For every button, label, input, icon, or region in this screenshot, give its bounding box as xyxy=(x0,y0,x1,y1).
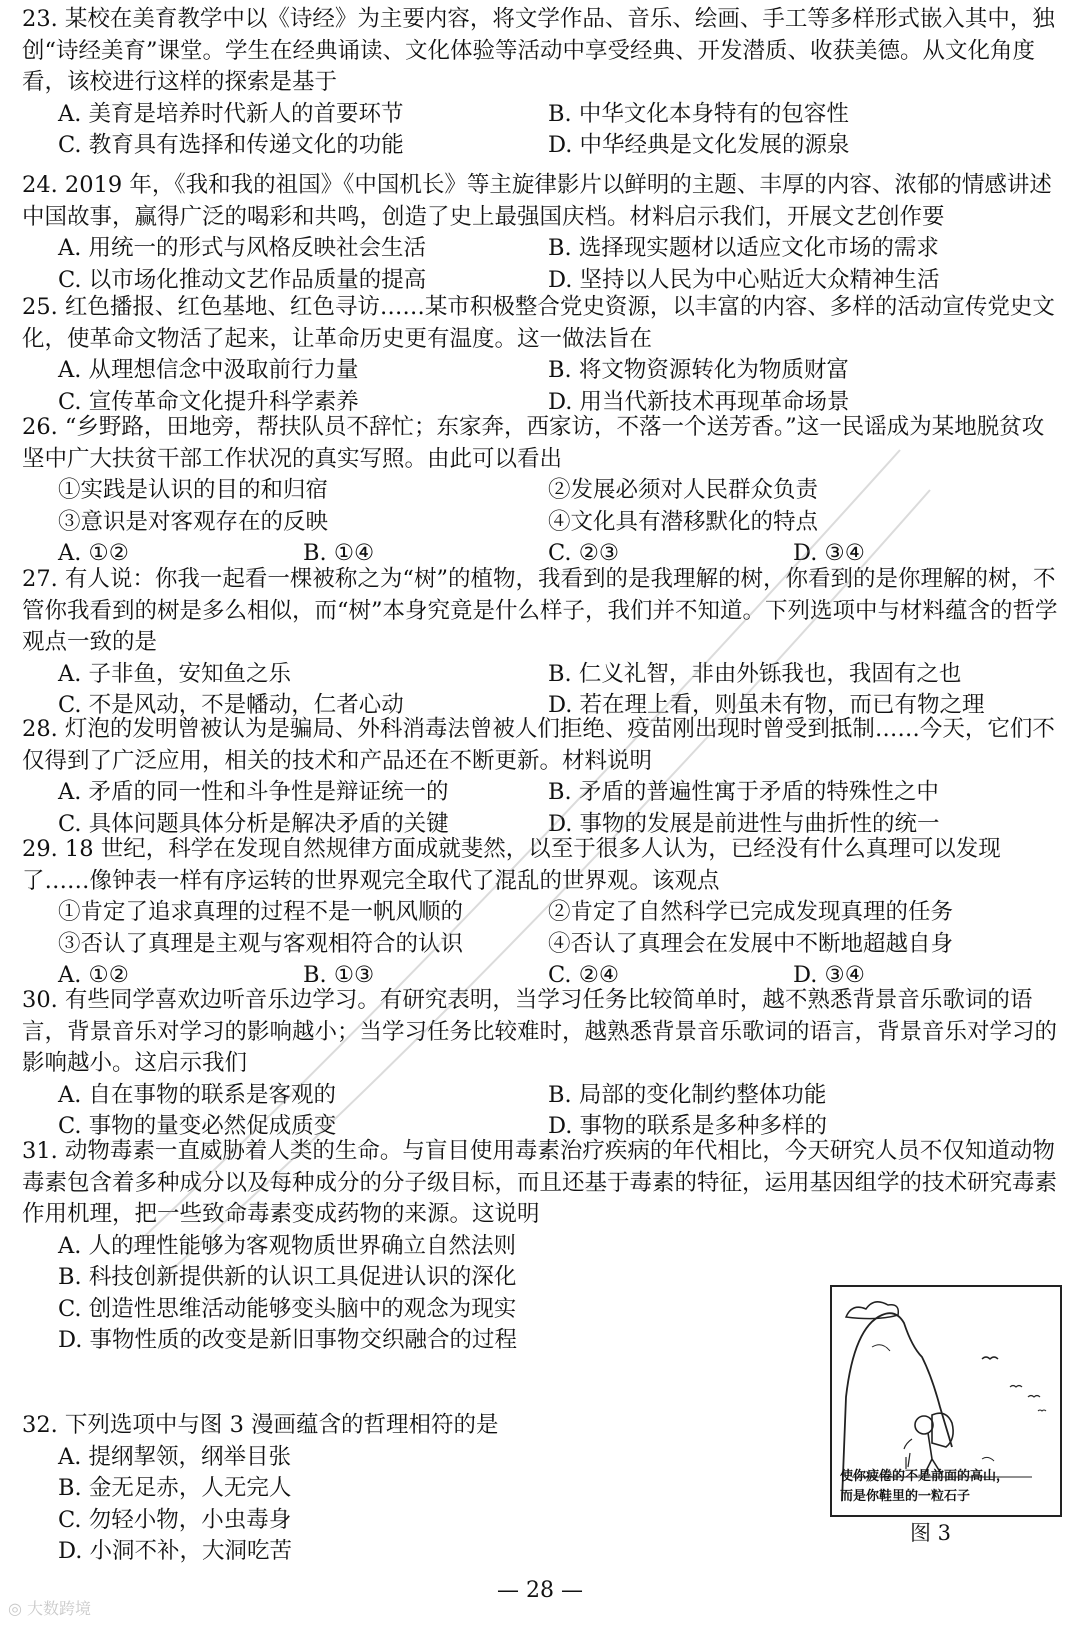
statement-3: ③意识是对客观存在的反映 xyxy=(58,508,329,535)
cartoon-figure xyxy=(830,1285,1062,1517)
option-a: A. 子非鱼，安知鱼之乐 xyxy=(58,660,292,687)
option-a: A. 自在事物的联系是客观的 xyxy=(58,1081,337,1108)
option-d: D. 事物的联系是多种多样的 xyxy=(548,1113,828,1139)
option-list xyxy=(22,355,1062,418)
question-stem: 31. 动物毒素一直威胁着人类的生命。与盲目使用毒素治疗疾病的年代相比，今天研究人员不仅知道动物毒素包含着多种成分以及每种成分的分子级目标，而且还基于毒素的特征，运用基因组学的技术研究毒素作用机理，把一些致命毒素变成药物的来源。这说明 xyxy=(22,1138,1058,1227)
option-a: A. 美育是培养时代新人的首要环节 xyxy=(58,100,404,127)
option-a: A. 从理想信念中汲取前行力量 xyxy=(58,357,359,383)
statement-list xyxy=(22,475,1062,538)
option-list xyxy=(22,233,1062,296)
option-d: D. 用当代新技术再现革命场景 xyxy=(548,388,850,415)
option-a: A. 矛盾的同一性和斗争性是辩证统一的 xyxy=(58,779,449,805)
option-c: C. 勿轻小物，小虫毒身 xyxy=(58,1506,292,1533)
option-d: D. 若在理上看，则虽未有物，而已有物之理 xyxy=(548,692,985,718)
option-c: C. 具体问题具体分析是解决矛盾的关键 xyxy=(58,810,449,837)
option-a: A. ①② xyxy=(58,540,129,566)
question-26 xyxy=(22,412,1062,570)
question-stem: 23. 某校在美育教学中以《诗经》为主要内容，将文学作品、音乐、绘画、手工等多样形式嵌入其中，独创“诗经美育”课堂。学生在经典诵读、文化体验等活动中享受经典、开发潜质、收获美德。从文化角度看，该校进行这样的探索是基于 xyxy=(22,6,1055,95)
question-stem: 24. 2019 年，《我和我的祖国》《中国机长》等主旋律影片以鲜明的主题、丰厚的内容、浓郁的情感讲述中国故事，赢得广泛的喝彩和共鸣，创造了史上最强国庆档。材料启示我们，开展文艺创作要 xyxy=(22,172,1052,230)
option-b: B. 科技创新提供新的认识工具促进认识的深化 xyxy=(58,1264,517,1290)
option-a: A. 用统一的形式与风格反映社会生活 xyxy=(58,235,427,261)
option-b: B. 仁义礼智，非由外铄我也，我固有之也 xyxy=(548,660,962,687)
option-b: B. 选择现实题材以适应文化市场的需求 xyxy=(548,235,939,261)
option-d: D. 坚持以人民为中心贴近大众精神生活 xyxy=(548,266,940,293)
statement-1: ①肯定了追求真理的过程不是一帆风顺的 xyxy=(58,899,464,925)
option-a: A. 人的理性能够为客观物质世界确立自然法则 xyxy=(58,1232,517,1259)
caption-line-2: 而是你鞋里的一粒石子 xyxy=(840,1489,971,1504)
figure-label: 图 3 xyxy=(910,1521,952,1545)
statement-4: ④否认了真理会在发展中不断地超越自身 xyxy=(548,930,954,957)
option-c: C. 宣传革命文化提升科学素养 xyxy=(58,388,359,415)
question-stem: 29. 18 世纪，科学在发现自然规律方面成就斐然，以至于很多人认为，已经没有什么真理可以发现了……像钟表一样有序运转的世界观完全取代了混乱的世界观。该观点 xyxy=(22,836,1001,894)
statement-list xyxy=(22,897,1062,960)
question-30 xyxy=(22,985,1062,1143)
option-b: B. ①③ xyxy=(303,962,375,988)
option-a: A. 提纲挈领，纲举目张 xyxy=(58,1443,292,1470)
option-d: D. ③④ xyxy=(793,540,865,566)
option-c: C. 事物的量变必然促成质变 xyxy=(58,1113,337,1139)
statement-2: ②发展必须对人民群众负责 xyxy=(548,477,819,503)
option-c: C. 以市场化推动文艺作品质量的提高 xyxy=(58,266,427,293)
statement-4: ④文化具有潜移默化的特点 xyxy=(548,508,819,535)
option-a: A. ①② xyxy=(58,962,129,988)
logo-text: 大数跨境 xyxy=(27,1599,92,1618)
option-b: B. 金无足赤，人无完人 xyxy=(58,1475,292,1501)
question-stem: 32. 下列选项中与图 3 漫画蕴含的哲理相符的是 xyxy=(22,1412,499,1438)
option-list xyxy=(22,1080,1062,1143)
question-29 xyxy=(22,834,1062,992)
question-24 xyxy=(22,170,1062,296)
option-b: B. 将文物资源转化为物质财富 xyxy=(548,357,849,383)
question-27 xyxy=(22,564,1062,722)
option-b: B. 中华文化本身特有的包容性 xyxy=(548,100,849,127)
question-stem: 26. “乡野路，田地旁，帮扶队员不辞忙；东家奔，西家访，不落一个送芳香。”这一民谣成为某地脱贫攻坚中广大扶贫干部工作状况的真实写照。由此可以看出 xyxy=(22,414,1045,472)
logo-icon: ◎ xyxy=(8,1599,28,1618)
option-list xyxy=(22,659,1062,722)
option-c: C. ②③ xyxy=(548,540,620,566)
question-stem: 27. 有人说：你我一起看一棵被称之为“树”的植物，我看到的是我理解的树，你看到的是你理解的树，不管你我看到的树是多么相似，而“树”本身究竟是什么样子，我们并不知道。下列选项中与材料蕴含的哲学观点一致的是 xyxy=(22,566,1058,655)
option-list xyxy=(22,99,1062,162)
statement-1: ①实践是认识的目的和归宿 xyxy=(58,477,329,503)
watermark-logo xyxy=(8,1596,91,1619)
option-b: B. 矛盾的普遍性寓于矛盾的特殊性之中 xyxy=(548,779,939,805)
option-d: D. 小洞不补，大洞吃苦 xyxy=(58,1538,293,1564)
question-32 xyxy=(22,1410,802,1568)
option-d: D. 事物性质的改变是新旧事物交织融合的过程 xyxy=(58,1327,518,1353)
option-d: D. ③④ xyxy=(793,962,865,988)
question-stem: 25. 红色播报、红色基地、红色寻访……某市积极整合党史资源，以丰富的内容、多样的活动宣传党史文化，使革命文物活了起来，让革命历史更有温度。这一做法旨在 xyxy=(22,294,1055,352)
question-25 xyxy=(22,292,1062,418)
option-c: C. 创造性思维活动能够变头脑中的观念为现实 xyxy=(58,1295,517,1322)
option-b: B. 局部的变化制约整体功能 xyxy=(548,1081,827,1108)
question-23 xyxy=(22,4,1062,162)
question-stem: 30. 有些同学喜欢边听音乐边学习。有研究表明，当学习任务比较简单时，越不熟悉背景音乐歌词的语言，背景音乐对学习的影响越小；当学习任务比较难时，越熟悉背景音乐歌词的语言，背景音乐对学习的影响越小。这启示我们 xyxy=(22,987,1058,1076)
option-c: C. 教育具有选择和传递文化的功能 xyxy=(58,132,404,158)
option-list xyxy=(22,777,1062,840)
statement-3: ③否认了真理是主观与客观相符合的认识 xyxy=(58,930,464,957)
option-c: C. 不是风动，不是幡动，仁者心动 xyxy=(58,692,404,718)
question-stem: 28. 灯泡的发明曾被认为是骗局、外科消毒法曾被人们拒绝、疫苗刚出现时曾受到抵制……今天，它们不仅得到了广泛应用，相关的技术和产品还在不断更新。材料说明 xyxy=(22,716,1055,774)
statement-2: ②肯定了自然科学已完成发现真理的任务 xyxy=(548,899,954,925)
option-d: D. 中华经典是文化发展的源泉 xyxy=(548,132,850,158)
option-b: B. ①④ xyxy=(303,540,375,566)
option-c: C. ②④ xyxy=(548,962,620,988)
question-28 xyxy=(22,714,1062,840)
option-d: D. 事物的发展是前进性与曲折性的统一 xyxy=(548,810,940,837)
cartoon-caption xyxy=(840,1467,1009,1507)
caption-line-1: 使你疲倦的不是前面的高山， xyxy=(840,1469,1010,1484)
page-number: — 28 — xyxy=(497,1578,583,1603)
